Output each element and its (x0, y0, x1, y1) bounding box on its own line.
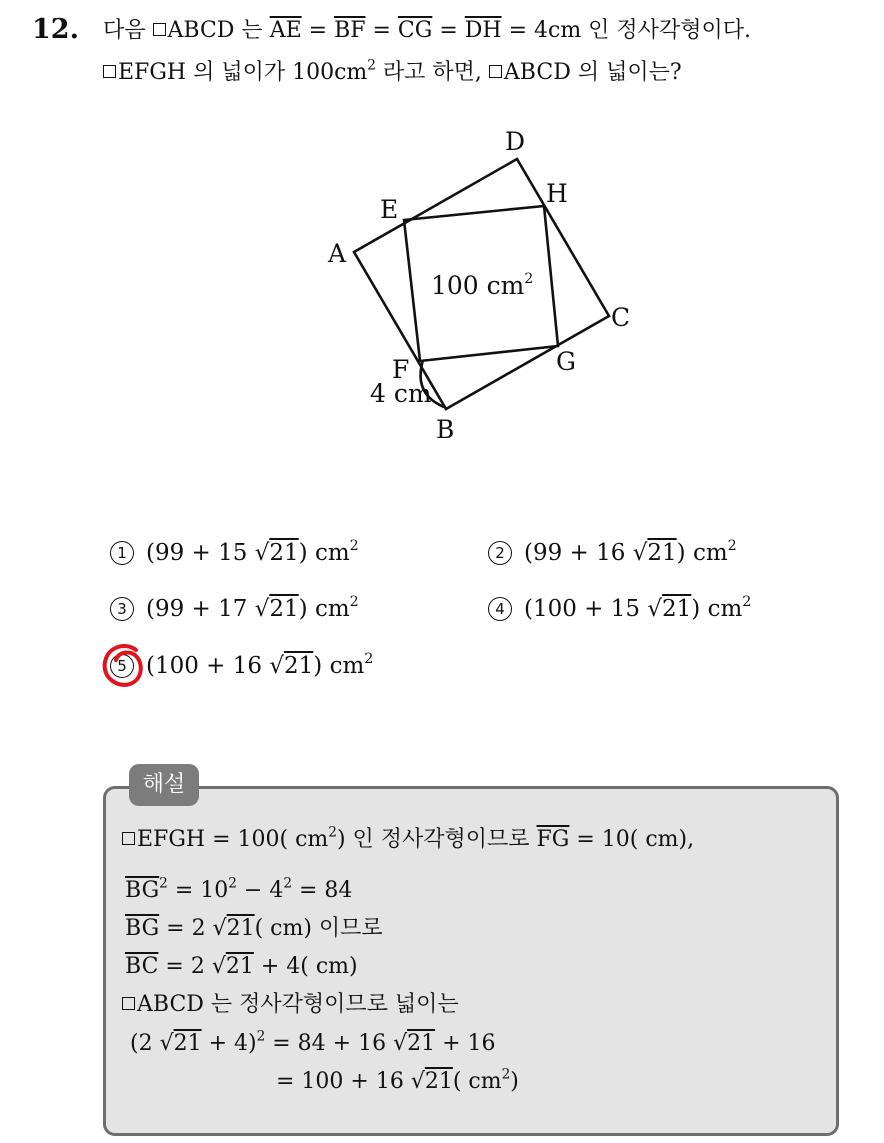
length-label: 4 cm (370, 379, 432, 408)
text: = 100( cm (205, 827, 329, 852)
radicand: 21 (269, 540, 299, 566)
choice-unit: ) cm (691, 596, 743, 622)
text: = 2 √ (159, 916, 227, 941)
choice-text: (99 + 16 √ (524, 540, 648, 566)
text: ) 인 정사각형이므로 (336, 827, 537, 852)
label-c: C (611, 303, 631, 332)
question-line-1 (103, 20, 751, 42)
superscript: 2 (727, 538, 737, 555)
radicand: 21 (662, 596, 692, 622)
radicand: 21 (647, 540, 677, 566)
text: 라고 하면, (375, 60, 489, 85)
radicand: 21 (424, 1069, 453, 1094)
choice-1[interactable] (110, 538, 359, 566)
text: (2 √ (130, 1031, 174, 1056)
superscript: 2 (283, 875, 293, 892)
radicand: 21 (173, 1031, 202, 1056)
square-name-efgh: EFGH (137, 827, 206, 852)
square-name-efgh: EFGH (118, 60, 187, 85)
label-a: A (328, 239, 347, 268)
area-label (431, 271, 533, 300)
radicand: 21 (226, 916, 255, 941)
text: + 16 (435, 1031, 496, 1056)
square-symbol-icon (489, 65, 502, 78)
superscript: 2 (349, 594, 359, 611)
solution-line-3 (125, 918, 383, 940)
choice-number: 1 (110, 541, 134, 565)
label-h: H (546, 179, 568, 208)
text: = 2 √ (158, 954, 226, 979)
text: = 100 + 16 √ (276, 1069, 425, 1094)
superscript: 2 (501, 1066, 511, 1083)
superscript: 2 (367, 57, 376, 74)
solution-tag: 해설 (129, 764, 199, 806)
segment-bg: $\overline{BG}$ (125, 916, 160, 941)
text: = 10 (167, 878, 229, 903)
text: ) (510, 1069, 519, 1094)
square-name-abcd: ABCD (503, 60, 571, 85)
text: − 4 (236, 878, 284, 903)
square-name-abcd: ABCD (137, 992, 204, 1017)
label-f: F (392, 355, 410, 384)
choice-text: (99 + 15 √ (146, 540, 270, 566)
choice-text: (99 + 17 √ (146, 596, 270, 622)
text: + 4) (201, 1031, 257, 1056)
equals: = (301, 18, 335, 43)
question-number: 12. (32, 14, 79, 45)
choice-number: 5 (110, 654, 134, 678)
text: = 10( cm), (569, 827, 695, 852)
solution-line-1 (122, 824, 695, 852)
square-symbol-icon (122, 832, 135, 845)
geometry-figure (320, 120, 640, 450)
segment-cg: $\overline{CG}$ (397, 18, 433, 43)
text: = 84 + 16 √ (265, 1031, 408, 1056)
label-g: G (556, 347, 576, 376)
text: 의 넓이가 100cm (186, 60, 368, 85)
superscript: 2 (328, 824, 337, 841)
label-e: E (380, 195, 399, 224)
solution-line-6 (130, 1028, 496, 1056)
text: 다음 (103, 18, 153, 43)
choice-number: 4 (488, 597, 512, 621)
radicand: 21 (407, 1031, 436, 1056)
segment-ae: $\overline{AE}$ (269, 18, 302, 43)
square-name-abcd: ABCD (167, 18, 235, 43)
radicand: 21 (284, 653, 314, 679)
radicand: 21 (225, 954, 254, 979)
choice-number: 2 (488, 541, 512, 565)
solution-line-7 (276, 1066, 519, 1094)
choice-unit: ) cm (313, 653, 365, 679)
choice-2[interactable] (488, 538, 737, 566)
text: = 84 (292, 878, 353, 903)
text: ( cm) 이므로 (254, 916, 383, 941)
choice-number: 3 (110, 597, 134, 621)
choice-unit: ) cm (676, 540, 728, 566)
superscript: 2 (742, 594, 752, 611)
text: = 4cm 인 정사각형이다. (501, 18, 751, 43)
choice-3[interactable] (110, 594, 359, 622)
choice-unit: ) cm (298, 540, 350, 566)
radicand: 21 (269, 596, 299, 622)
superscript: 2 (349, 538, 359, 555)
square-symbol-icon (122, 997, 135, 1010)
solution-line-5 (122, 994, 459, 1016)
text: ( cm (452, 1069, 502, 1094)
label-d: D (505, 127, 526, 156)
text: + 4( cm) (253, 954, 358, 979)
solution-line-4 (125, 956, 358, 978)
choice-text: (100 + 15 √ (524, 596, 662, 622)
text: 의 넓이는? (570, 60, 682, 85)
selected-answer-mark (96, 638, 152, 694)
text: 는 정사각형이므로 넓이는 (203, 992, 459, 1017)
segment-dh: $\overline{DH}$ (464, 18, 502, 43)
segment-bg: $\overline{BG}$ (125, 878, 160, 903)
equals: = (365, 18, 398, 43)
area-label-text: 100 cm (431, 271, 525, 300)
solution-line-2 (125, 875, 353, 903)
choice-4[interactable] (488, 594, 752, 622)
segment-bf: $\overline{BF}$ (334, 18, 366, 43)
label-b: B (436, 415, 455, 444)
superscript: 2 (228, 875, 237, 892)
superscript: 2 (159, 875, 168, 892)
segment-bc: $\overline{BC}$ (125, 954, 159, 979)
square-symbol-icon (153, 23, 166, 36)
text: 는 (234, 18, 270, 43)
choice-text: (100 + 16 √ (146, 653, 284, 679)
segment-fg: $\overline{FG}$ (536, 827, 570, 852)
area-label-sup: 2 (524, 271, 534, 287)
equals: = (432, 18, 465, 43)
question-line-2 (103, 57, 682, 85)
square-symbol-icon (103, 65, 116, 78)
superscript: 2 (364, 651, 374, 668)
superscript: 2 (256, 1028, 266, 1045)
choice-unit: ) cm (298, 596, 350, 622)
